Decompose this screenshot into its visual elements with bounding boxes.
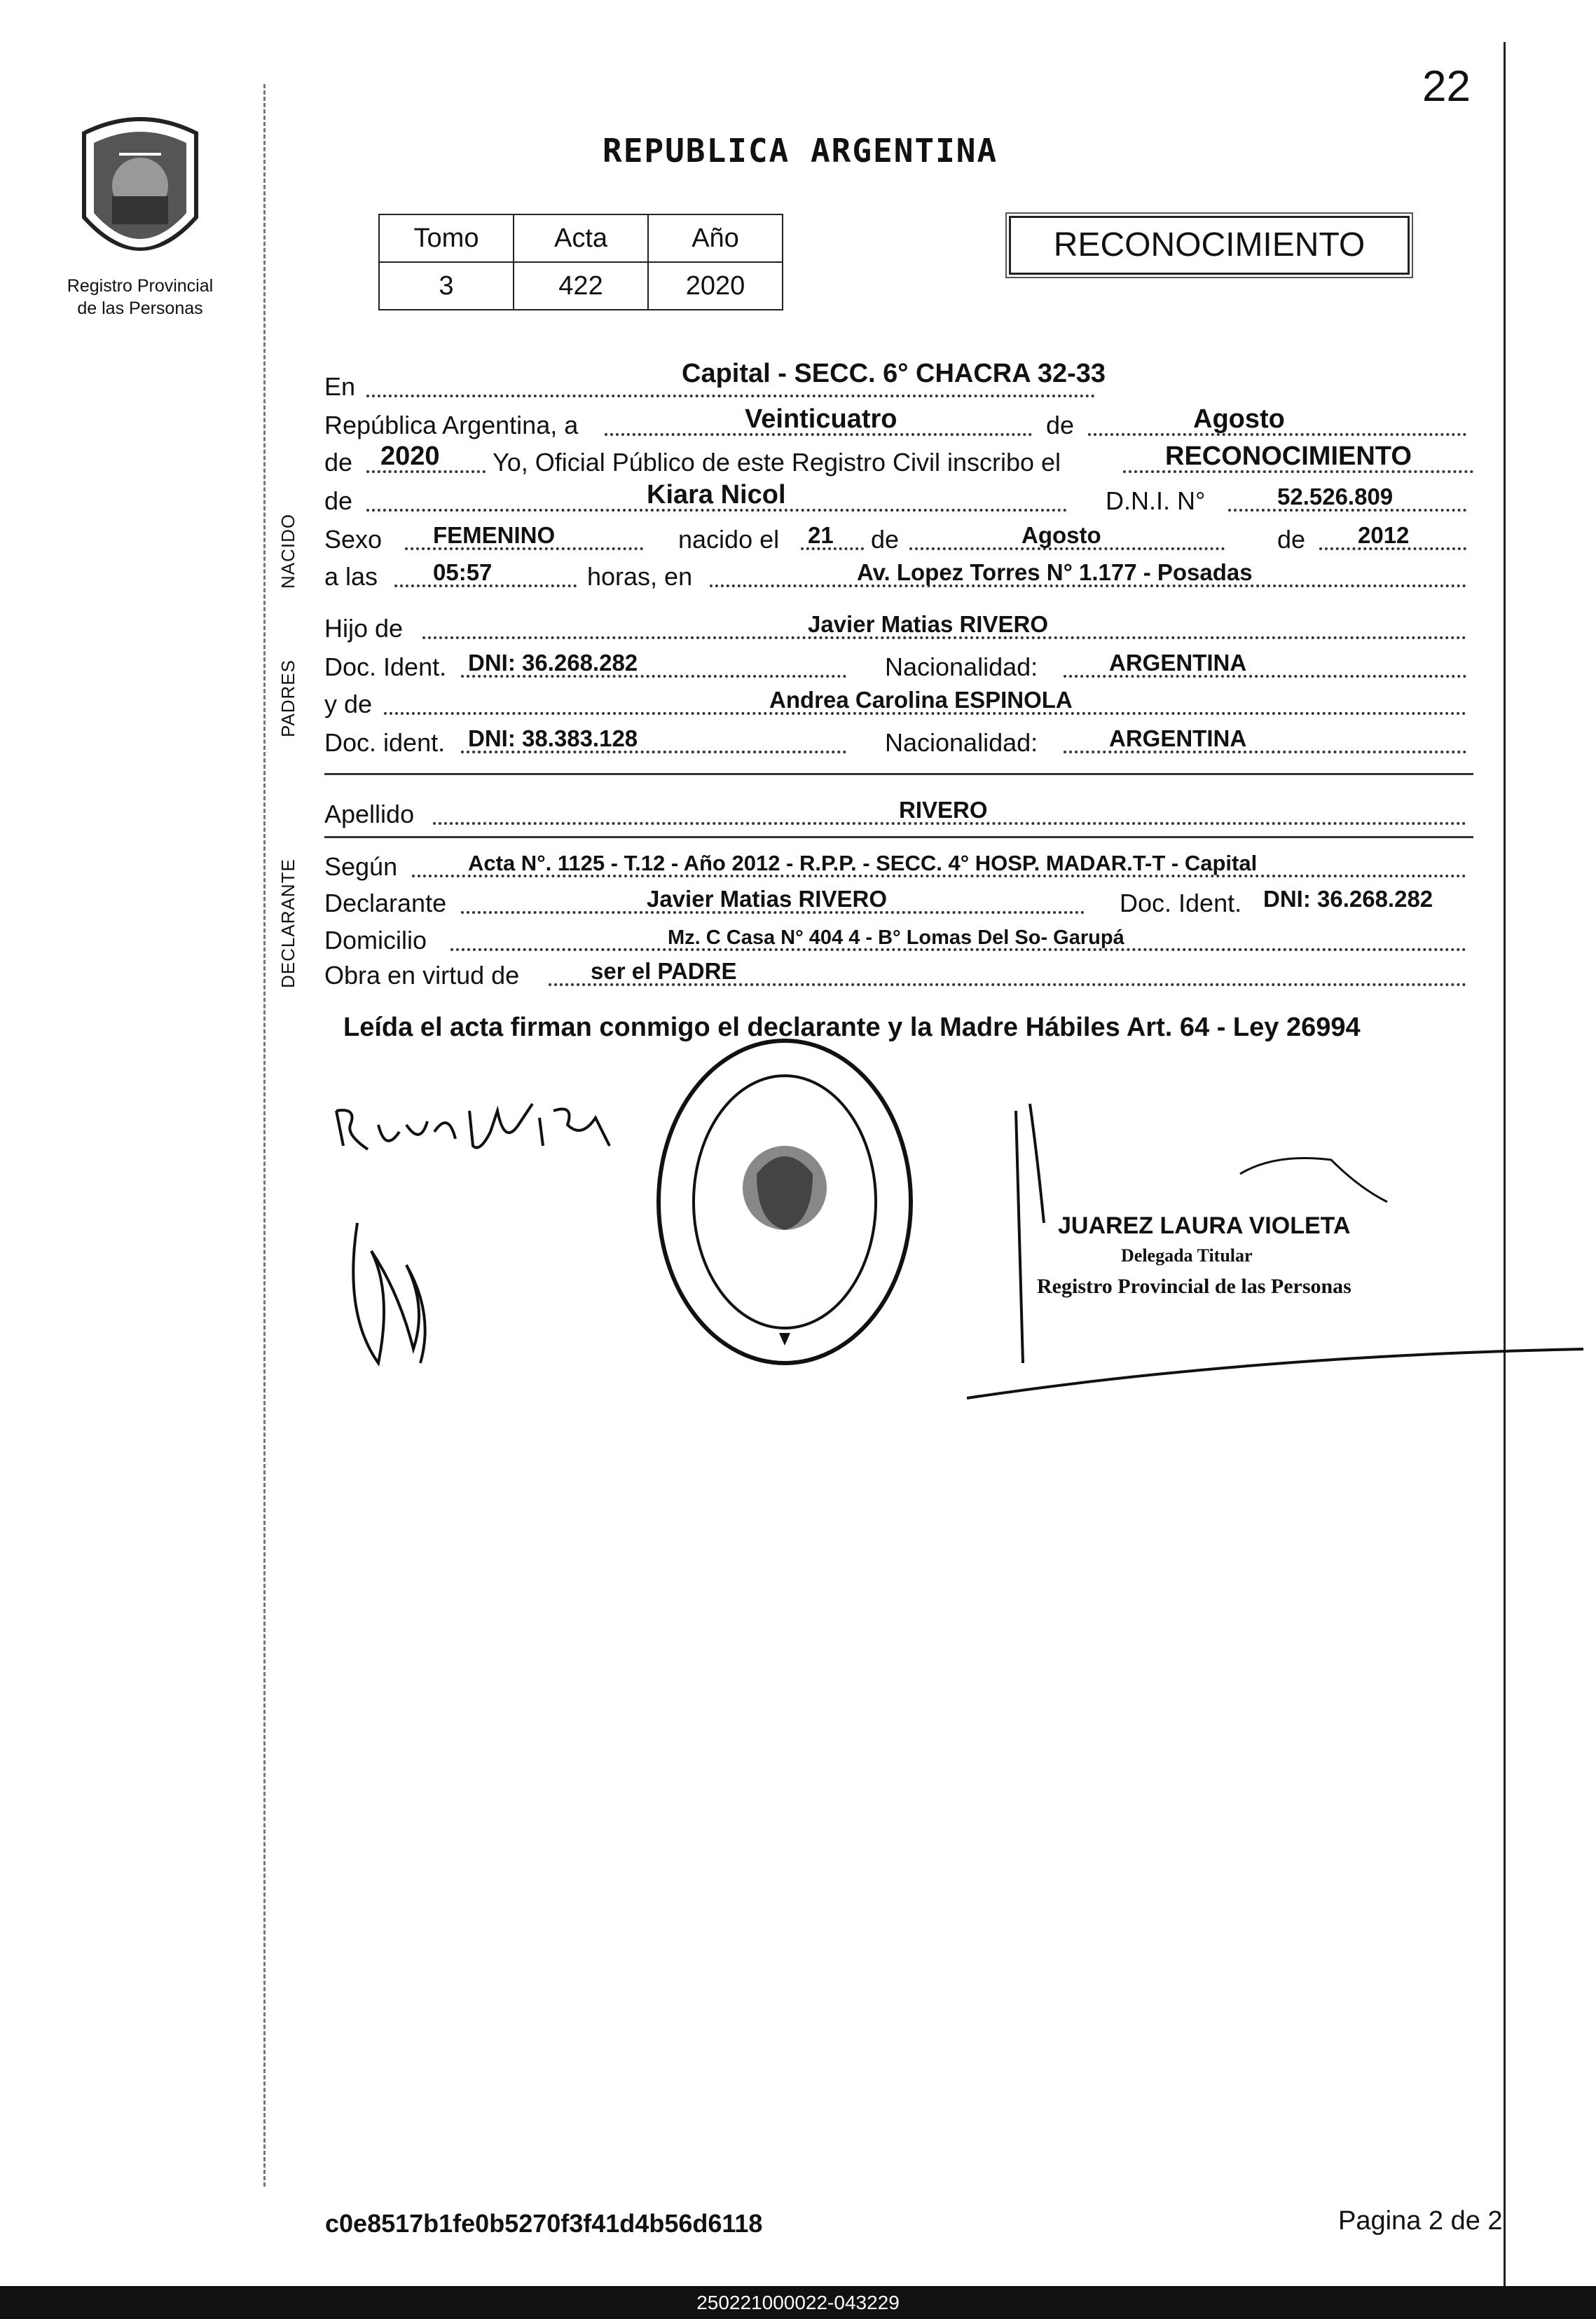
- label-nacido-el: nacido el: [678, 525, 780, 554]
- dotted-line: [366, 395, 1095, 397]
- value-rep-month: Agosto: [1193, 404, 1285, 434]
- value-dni: 52.526.809: [1277, 484, 1394, 509]
- value-inscribo: RECONOCIMIENTO: [1165, 442, 1412, 471]
- footer-code-bar: 250221000022-043229: [0, 2286, 1596, 2319]
- value-segun: Acta N°. 1125 - T.12 - Año 2012 - R.P.P. - SECC. 4° HOSP. MADAR.T-T - Capital: [468, 851, 1258, 875]
- row-mother-doc: [324, 724, 1473, 759]
- value-sexo: FEMENINO: [433, 522, 556, 548]
- label-de: de: [871, 525, 900, 554]
- label-nacionalidad: Nacionalidad:: [885, 728, 1038, 757]
- value-father-doc: DNI: 36.268.282: [468, 650, 638, 676]
- pagination-label: Pagina 2 de 2: [1338, 2206, 1503, 2236]
- value-father-nat: ARGENTINA: [1109, 650, 1247, 676]
- row-declarante: [324, 884, 1473, 919]
- side-label-padres: PADRES: [277, 659, 298, 737]
- label-horas-en: horas, en: [587, 562, 693, 591]
- value-declarante: Javier Matias RIVERO: [647, 886, 887, 912]
- value-birth-day: 21: [808, 522, 834, 548]
- label-doc-ident: Doc. Ident.: [324, 652, 447, 681]
- table-value-tomo: 3: [379, 262, 514, 310]
- registry-label: [42, 275, 238, 320]
- value-mother-doc: DNI: 38.383.128: [468, 725, 638, 751]
- value-obra: ser el PADRE: [591, 958, 737, 984]
- label-yo: Yo, Oficial Público de este Registro Civil inscribo el: [493, 448, 1061, 477]
- label-doc-ident: Doc. ident.: [324, 728, 446, 757]
- value-domicilio: Mz. C Casa N° 404 4 - B° Lomas Del So- Garupá: [668, 926, 1124, 949]
- record-type-box: RECONOCIMIENTO: [1009, 216, 1410, 275]
- table-header-acta: Acta: [514, 214, 648, 262]
- row-mother: [324, 685, 1473, 720]
- value-birth-place: Av. Lopez Torres N° 1.177 - Posadas: [857, 559, 1253, 585]
- section-divider: [324, 836, 1473, 838]
- side-label-nacido: NACIDO: [277, 513, 298, 589]
- official-name: JUAREZ LAURA VIOLETA: [1058, 1212, 1351, 1239]
- label-domicilio: Domicilio: [324, 926, 427, 955]
- label-de-name: de: [324, 486, 353, 515]
- label-declarante: Declarante: [324, 889, 447, 917]
- label-en: En: [324, 372, 356, 401]
- declarant-signature-icon: [329, 1083, 652, 1377]
- row-father-doc: [324, 648, 1473, 683]
- label-y-de: y de: [324, 690, 373, 718]
- registry-label-line-1: Registro Provincial: [67, 276, 214, 296]
- value-apellido: RIVERO: [899, 797, 988, 823]
- value-birth-month: Agosto: [1021, 522, 1101, 548]
- margin-dashed-line: [263, 84, 266, 2187]
- closing-statement: Leída el acta firman conmigo el declarante y la Madre Hábiles Art. 64 - Ley 26994: [343, 1013, 1361, 1042]
- value-name: Kiara Nicol: [647, 480, 786, 509]
- value-hour: 05:57: [433, 559, 493, 585]
- label-obra: Obra en virtud de: [324, 961, 520, 990]
- value-en: Capital - SECC. 6° CHACRA 32-33: [682, 359, 1106, 388]
- row-sexo: [324, 521, 1473, 556]
- value-mother-nat: ARGENTINA: [1109, 725, 1247, 751]
- value-birth-year: 2012: [1358, 522, 1410, 548]
- row-hijo: [324, 610, 1473, 645]
- row-segun: [324, 848, 1473, 883]
- value-father: Javier Matias RIVERO: [808, 611, 1048, 637]
- registry-label-line-2: de las Personas: [77, 299, 203, 318]
- row-obra: [324, 957, 1473, 992]
- value-year: 2020: [380, 442, 440, 471]
- row-name: [324, 482, 1473, 517]
- page-number: 22: [1422, 62, 1471, 111]
- document-title: REPUBLICA ARGENTINA: [603, 132, 998, 170]
- section-divider: [324, 773, 1473, 775]
- row-domicilio: [324, 922, 1473, 957]
- label-apellido: Apellido: [324, 800, 415, 828]
- document-hash: c0e8517b1fe0b5270f3f41d4b56d6118: [325, 2209, 763, 2238]
- value-declarante-doc: DNI: 36.268.282: [1263, 886, 1433, 912]
- official-role: Delegada Titular: [1121, 1245, 1253, 1266]
- label-de: de: [1277, 525, 1306, 554]
- table-header-anio: Año: [648, 214, 783, 262]
- row-inscribo: [324, 444, 1473, 479]
- official-signature-icon: [967, 1083, 1583, 1419]
- value-rep-day: Veinticuatro: [745, 404, 897, 434]
- official-seal-icon: [652, 1034, 918, 1370]
- table-value-acta: 422: [514, 262, 648, 310]
- label-dni: D.N.I. N°: [1106, 486, 1206, 515]
- row-apellido: [324, 795, 1473, 830]
- label-a-las: a las: [324, 562, 378, 591]
- official-org: Registro Provincial de las Personas: [1037, 1275, 1351, 1298]
- label-segun: Según: [324, 852, 398, 881]
- label-de: de: [324, 448, 353, 477]
- table-header-tomo: Tomo: [379, 214, 514, 262]
- row-hora: [324, 558, 1473, 593]
- label-republica: República Argentina, a: [324, 411, 579, 439]
- side-label-declarante: DECLARANTE: [277, 858, 298, 988]
- value-mother: Andrea Carolina ESPINOLA: [769, 687, 1073, 713]
- label-nacionalidad: Nacionalidad:: [885, 652, 1038, 681]
- row-en: [324, 359, 1473, 403]
- label-de: de: [1046, 411, 1075, 439]
- label-sexo: Sexo: [324, 525, 383, 554]
- province-emblem-icon: [70, 112, 210, 273]
- label-hijo-de: Hijo de: [324, 614, 404, 643]
- row-republica: [324, 406, 1473, 442]
- label-doc-ident: Doc. Ident.: [1120, 889, 1242, 917]
- registry-table: [378, 214, 783, 310]
- table-value-anio: 2020: [648, 262, 783, 310]
